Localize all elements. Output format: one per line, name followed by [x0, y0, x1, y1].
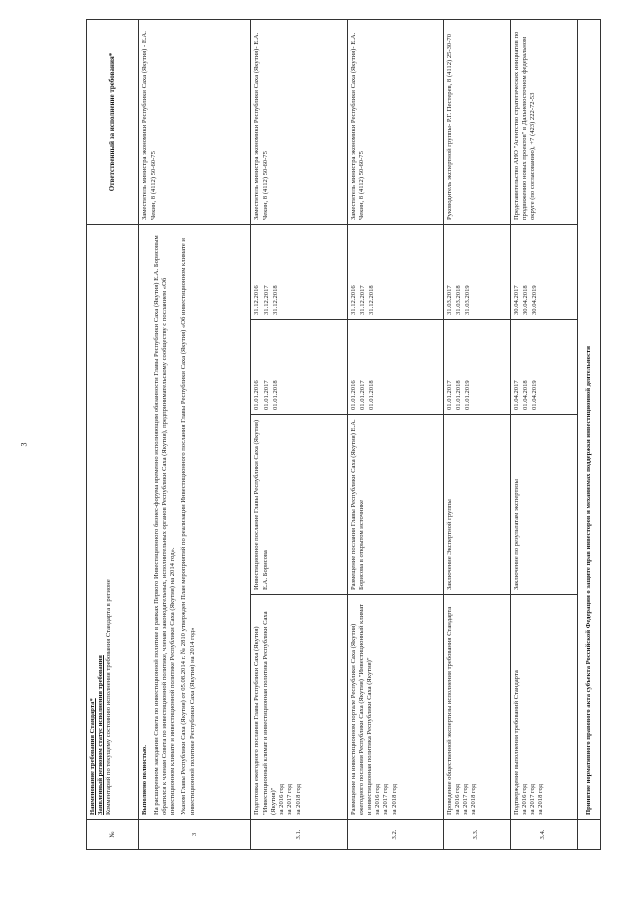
- end-date: 31.03.2019: [464, 285, 472, 315]
- header-num: №: [87, 820, 139, 850]
- table-row: [347, 20, 443, 850]
- row-action: Подготовка ежегодного послания Главы Республики Саха (Якутия) "Инвестиционный климат и инвестиционная политика Республики Саха (Якутия)": [253, 611, 277, 815]
- standard-requirements-table: [86, 19, 601, 850]
- row-result: Размещение послания Главы Республики Саха (Якутия) Е.А. Борисова в открытом источнике: [347, 415, 443, 595]
- row-action: Проведение общественной экспертизы исполнения требования Стандарта: [445, 606, 453, 815]
- row-start-dates: [510, 320, 577, 415]
- row-end-dates: [443, 225, 510, 320]
- row-end-dates: [251, 225, 347, 320]
- end-date: 31.12.2018: [271, 285, 279, 315]
- start-date: 01.04.2017: [512, 380, 520, 410]
- header-title-status: Заявленный регионом статус исполнения требования: [97, 655, 105, 815]
- header-title-cell: [87, 225, 139, 820]
- row-year: за 2016 год: [520, 783, 528, 815]
- end-date: 31.12.2018: [367, 285, 375, 315]
- row-year: за 2017 год: [529, 783, 537, 815]
- row-year: за 2018 год: [294, 783, 302, 815]
- row-start-dates: [443, 320, 510, 415]
- end-date: 31.03.2017: [445, 285, 453, 315]
- start-date: 01.01.2018: [271, 380, 279, 410]
- table-row-3: [139, 20, 251, 850]
- start-date: 01.01.2016: [349, 380, 357, 410]
- row-result: Заключение по результатам экспертизы: [510, 415, 577, 595]
- row3-text-1: На расширенном заседании Совета по инвестиционной политике в рамках Первого Инвестиционного бизнес-форума временно исполняющим обязанности Главы Республики Саха (Якутия) Е.А. Борисовым обратился к членам Совета по инвестиционной политике, членам законодательных, исполнительных органов Республики Саха (Якутия), предпринимательскому сообществу с посланием «Об инвестиционном климате и инвестиционной политике Республики Саха (Якутия) на 2014 год».: [152, 235, 177, 815]
- row-action-cell: [510, 595, 577, 820]
- row-number: 3.1.: [251, 820, 347, 850]
- start-date: 01.01.2017: [262, 380, 270, 410]
- start-date: 01.01.2018: [367, 380, 375, 410]
- start-date: 01.01.2018: [454, 380, 462, 410]
- row3-status: Выполнено полностью.: [141, 745, 149, 815]
- row3-responsible: Заместитель министра экономики Республики Саха (Якутия) - Е.А. Чекин, 8 (4112) 50-60-75: [139, 20, 251, 225]
- row-action: Размещение на инвестиционном портале Республики Саха (Якутия) ежегодного послания Республики Саха (Якутия) "Инвестиционный климат и инвестиционная политика Республики Саха (Якутия)": [349, 604, 373, 815]
- row-responsible: Представительство АНО "Агентство стратегических инициатив по продвижению новых проектов" в Дальневосточном федеральном округе (по согласованию), +7 (423) 222-72-53: [510, 20, 577, 225]
- row-year: за 2016 год: [278, 783, 286, 815]
- row3-text-2: Указом Главы Республики Саха (Якутия) от 05.08.2014 г. № 2810 утвержден План мероприятий по реализации Инвестиционного послания Главы Республики Саха (Якутия) «Об инвестиционном климате и инвестиционной политике Республики Саха (Якутия) на 2014 год»: [180, 238, 196, 815]
- start-date: 01.01.2019: [464, 380, 472, 410]
- row-action-cell: [443, 595, 510, 820]
- row-end-dates: [510, 225, 577, 320]
- start-date: 01.04.2019: [531, 380, 539, 410]
- row-start-dates: [251, 320, 347, 415]
- header-responsible: Ответственный за исполнение требования*: [87, 20, 139, 225]
- row-start-dates: [347, 320, 443, 415]
- end-date: 31.03.2018: [454, 285, 462, 315]
- start-date: 01.01.2017: [445, 380, 453, 410]
- row-year: за 2018 год: [390, 783, 398, 815]
- row-result: Заключение Экспертной группы: [443, 415, 510, 595]
- row-year: за 2018 год: [537, 783, 545, 815]
- end-date: 30.04.2017: [512, 285, 520, 315]
- row-action-cell: [347, 595, 443, 820]
- row-year: за 2016 год: [374, 783, 382, 815]
- row-action-cell: [251, 595, 347, 820]
- page-number: 3: [19, 442, 29, 447]
- row-responsible: Руководитель экспертной группы- Р.Г. Пестерев, 8 (4112) 25-30-70: [443, 20, 510, 225]
- row-year: за 2016 год: [453, 783, 461, 815]
- row-responsible: Заместитель министра экономики Республики Саха (Якутия)- Е.А. Чекин, 8 (4112) 50-60-75: [347, 20, 443, 225]
- table-row: [443, 20, 510, 850]
- row-responsible: Заместитель министра экономики Республики Саха (Якутия)- Е.А. Чекин, 8 (4112) 50-60-75: [251, 20, 347, 225]
- end-date: 30.04.2018: [521, 285, 529, 315]
- end-date: 31.12.2016: [349, 285, 357, 315]
- table-row: [510, 20, 577, 850]
- row-number: 3.2.: [347, 820, 443, 850]
- header-title-comment: Комментарий по текущему состоянию исполнения требования Стандарта в регионе: [105, 579, 113, 815]
- end-date: 31.12.2017: [358, 285, 366, 315]
- row-result: Инвестиционное послание Главы Республики Саха (Якутия) Е.А. Борисова: [251, 415, 347, 595]
- row-number-empty: [577, 820, 600, 850]
- row-action: Подтверждение выполнения требований Стандарта: [512, 670, 520, 815]
- row-year: за 2017 год: [286, 783, 294, 815]
- row-number: 3.4.: [510, 820, 577, 850]
- start-date: 01.01.2017: [358, 380, 366, 410]
- table-header-row: [87, 20, 139, 850]
- row-year: за 2017 год: [462, 783, 470, 815]
- row-year: за 2018 год: [470, 783, 478, 815]
- end-date: 31.12.2016: [253, 285, 261, 315]
- start-date: 01.01.2016: [253, 380, 261, 410]
- start-date: 01.04.2018: [521, 380, 529, 410]
- row-end-dates: [347, 225, 443, 320]
- row-number: 3: [139, 820, 251, 850]
- row-number: 3.3.: [443, 820, 510, 850]
- header-title-requirement: Наименование требования Стандарта*: [89, 698, 96, 815]
- final-requirement-title: Принятие нормативного правового акта субъекта Российской Федерации о защите прав инвесторов и механизмах поддержки инвестиционной деятельности: [577, 20, 600, 820]
- end-date: 30.04.2019: [531, 285, 539, 315]
- table-row-final: [577, 20, 600, 850]
- rotated-table-wrapper: [86, 20, 601, 850]
- table-row: [251, 20, 347, 850]
- end-date: 31.12.2017: [262, 285, 270, 315]
- row3-comment-cell: [139, 225, 251, 820]
- row-year: за 2017 год: [382, 783, 390, 815]
